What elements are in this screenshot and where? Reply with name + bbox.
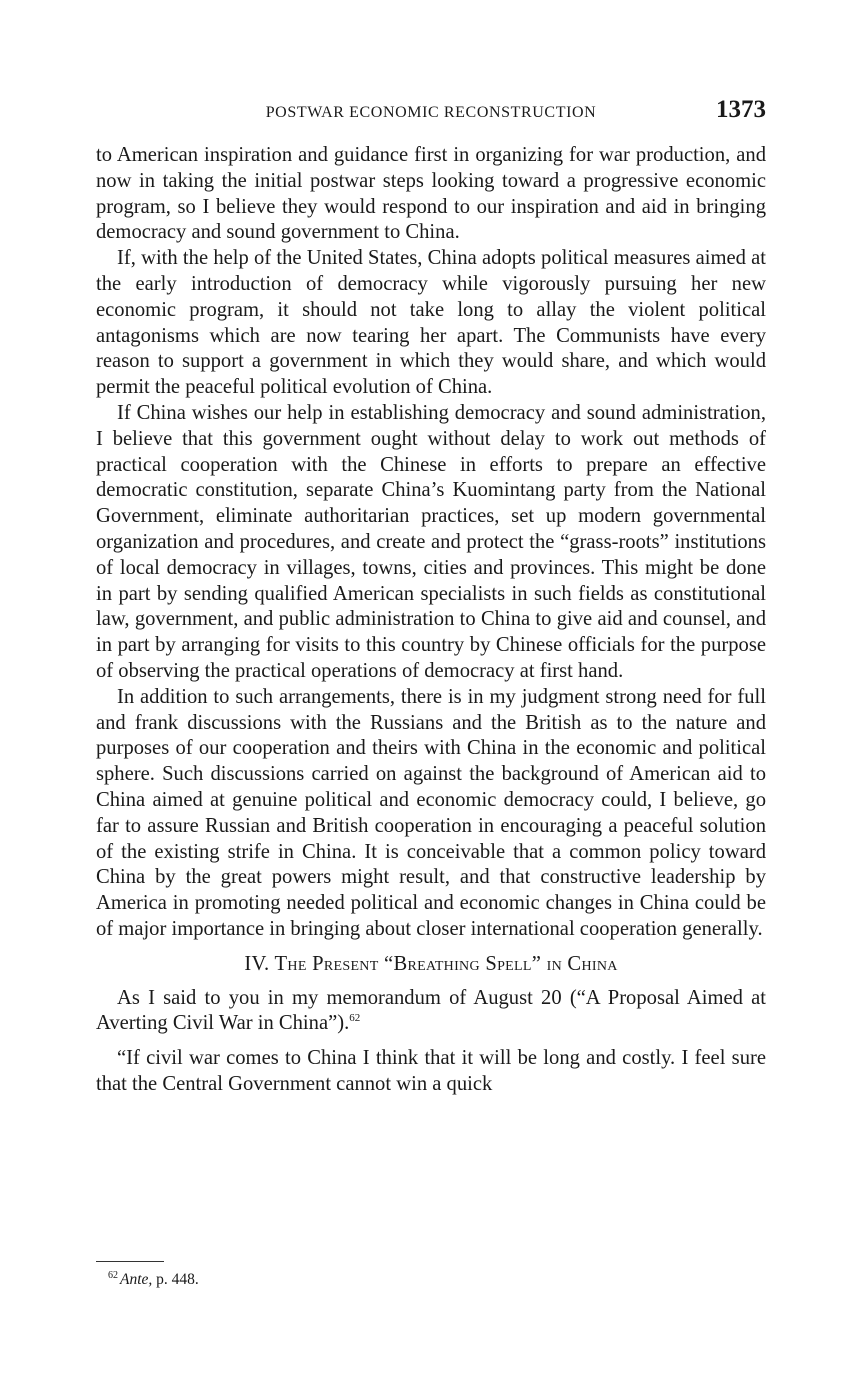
running-title: POSTWAR ECONOMIC RECONSTRUCTION xyxy=(265,104,597,121)
footnote xyxy=(108,1271,199,1289)
section-intro-paragraph xyxy=(96,986,766,1038)
quoted-paragraph: “If civil war comes to China I think that it will be long and costly. I feel sure that the Central Government cannot win a quick xyxy=(96,1047,766,1095)
paragraph-continued: to American inspiration and guidance first in organizing for war production, and now in taking the initial postwar steps looking toward a progressive economic program, so I believe they would respond to our inspiration and aid in bringing democracy and sound government to China. xyxy=(96,144,766,244)
section-intro-text: As I said to you in my memorandum of August 20 (“A Proposal Aimed at Averting Civil War in China”). xyxy=(96,986,766,1035)
footnote-text: p. 448. xyxy=(152,1271,199,1288)
footnote-italic-text: Ante, xyxy=(120,1271,153,1288)
paragraph: If, with the help of the United States, China adopts political measures aimed at the early introduction of democracy while vigorously pursuing her new economic program, it should not take long to allay the violent political antagonisms which are now tearing her apart. The Communists have every reason to support a government in which they would share, and which would permit the peaceful political evolution of China. xyxy=(96,247,766,399)
body-text xyxy=(96,143,766,1098)
running-header xyxy=(96,96,766,128)
footnote-divider xyxy=(96,1261,164,1262)
paragraph: If China wishes our help in establishing democracy and sound administration, I believe that this government ought without delay to work out methods of practical cooperation with the Chinese in efforts to prepare an effective democratic constitution, separate China’s Kuomintang party from the National Government, eliminate authoritarian practices, set up modern governmental organization and procedures, and create and protect the “grass-roots” institutions of local democracy in villages, towns, cities and provinces. This might be done in part by sending qualified American specialists in such fields as constitutional law, government, and public administration to China to give aid and counsel, and in part by arranging for visits to this country by Chinese officials for the purpose of observing the practical operations of democracy at first hand. xyxy=(96,401,766,682)
paragraph: In addition to such arrangements, there is in my judgment strong need for full and frank discussions with the Russians and the British as to the nature and purposes of our cooperation and theirs with China in the economic and political sphere. Such discussions carried on against the background of American aid to China aimed at genuine political and economic democracy could, I believe, go far to assure Russian and British cooperation in encouraging a peaceful solution of the existing strife in China. It is conceivable that a common policy toward China by the great powers might result, and that constructive leadership by America in promoting needed political and economic changes in China could be of major importance in bringing about closer international cooperation generally. xyxy=(96,685,766,940)
section-heading: IV. The Present “Breathing Spell” in China xyxy=(244,952,618,975)
page-number: 1373 xyxy=(716,96,766,123)
footnote-reference: 62 xyxy=(349,1012,361,1025)
footnote-mark: 62 xyxy=(108,1269,118,1281)
